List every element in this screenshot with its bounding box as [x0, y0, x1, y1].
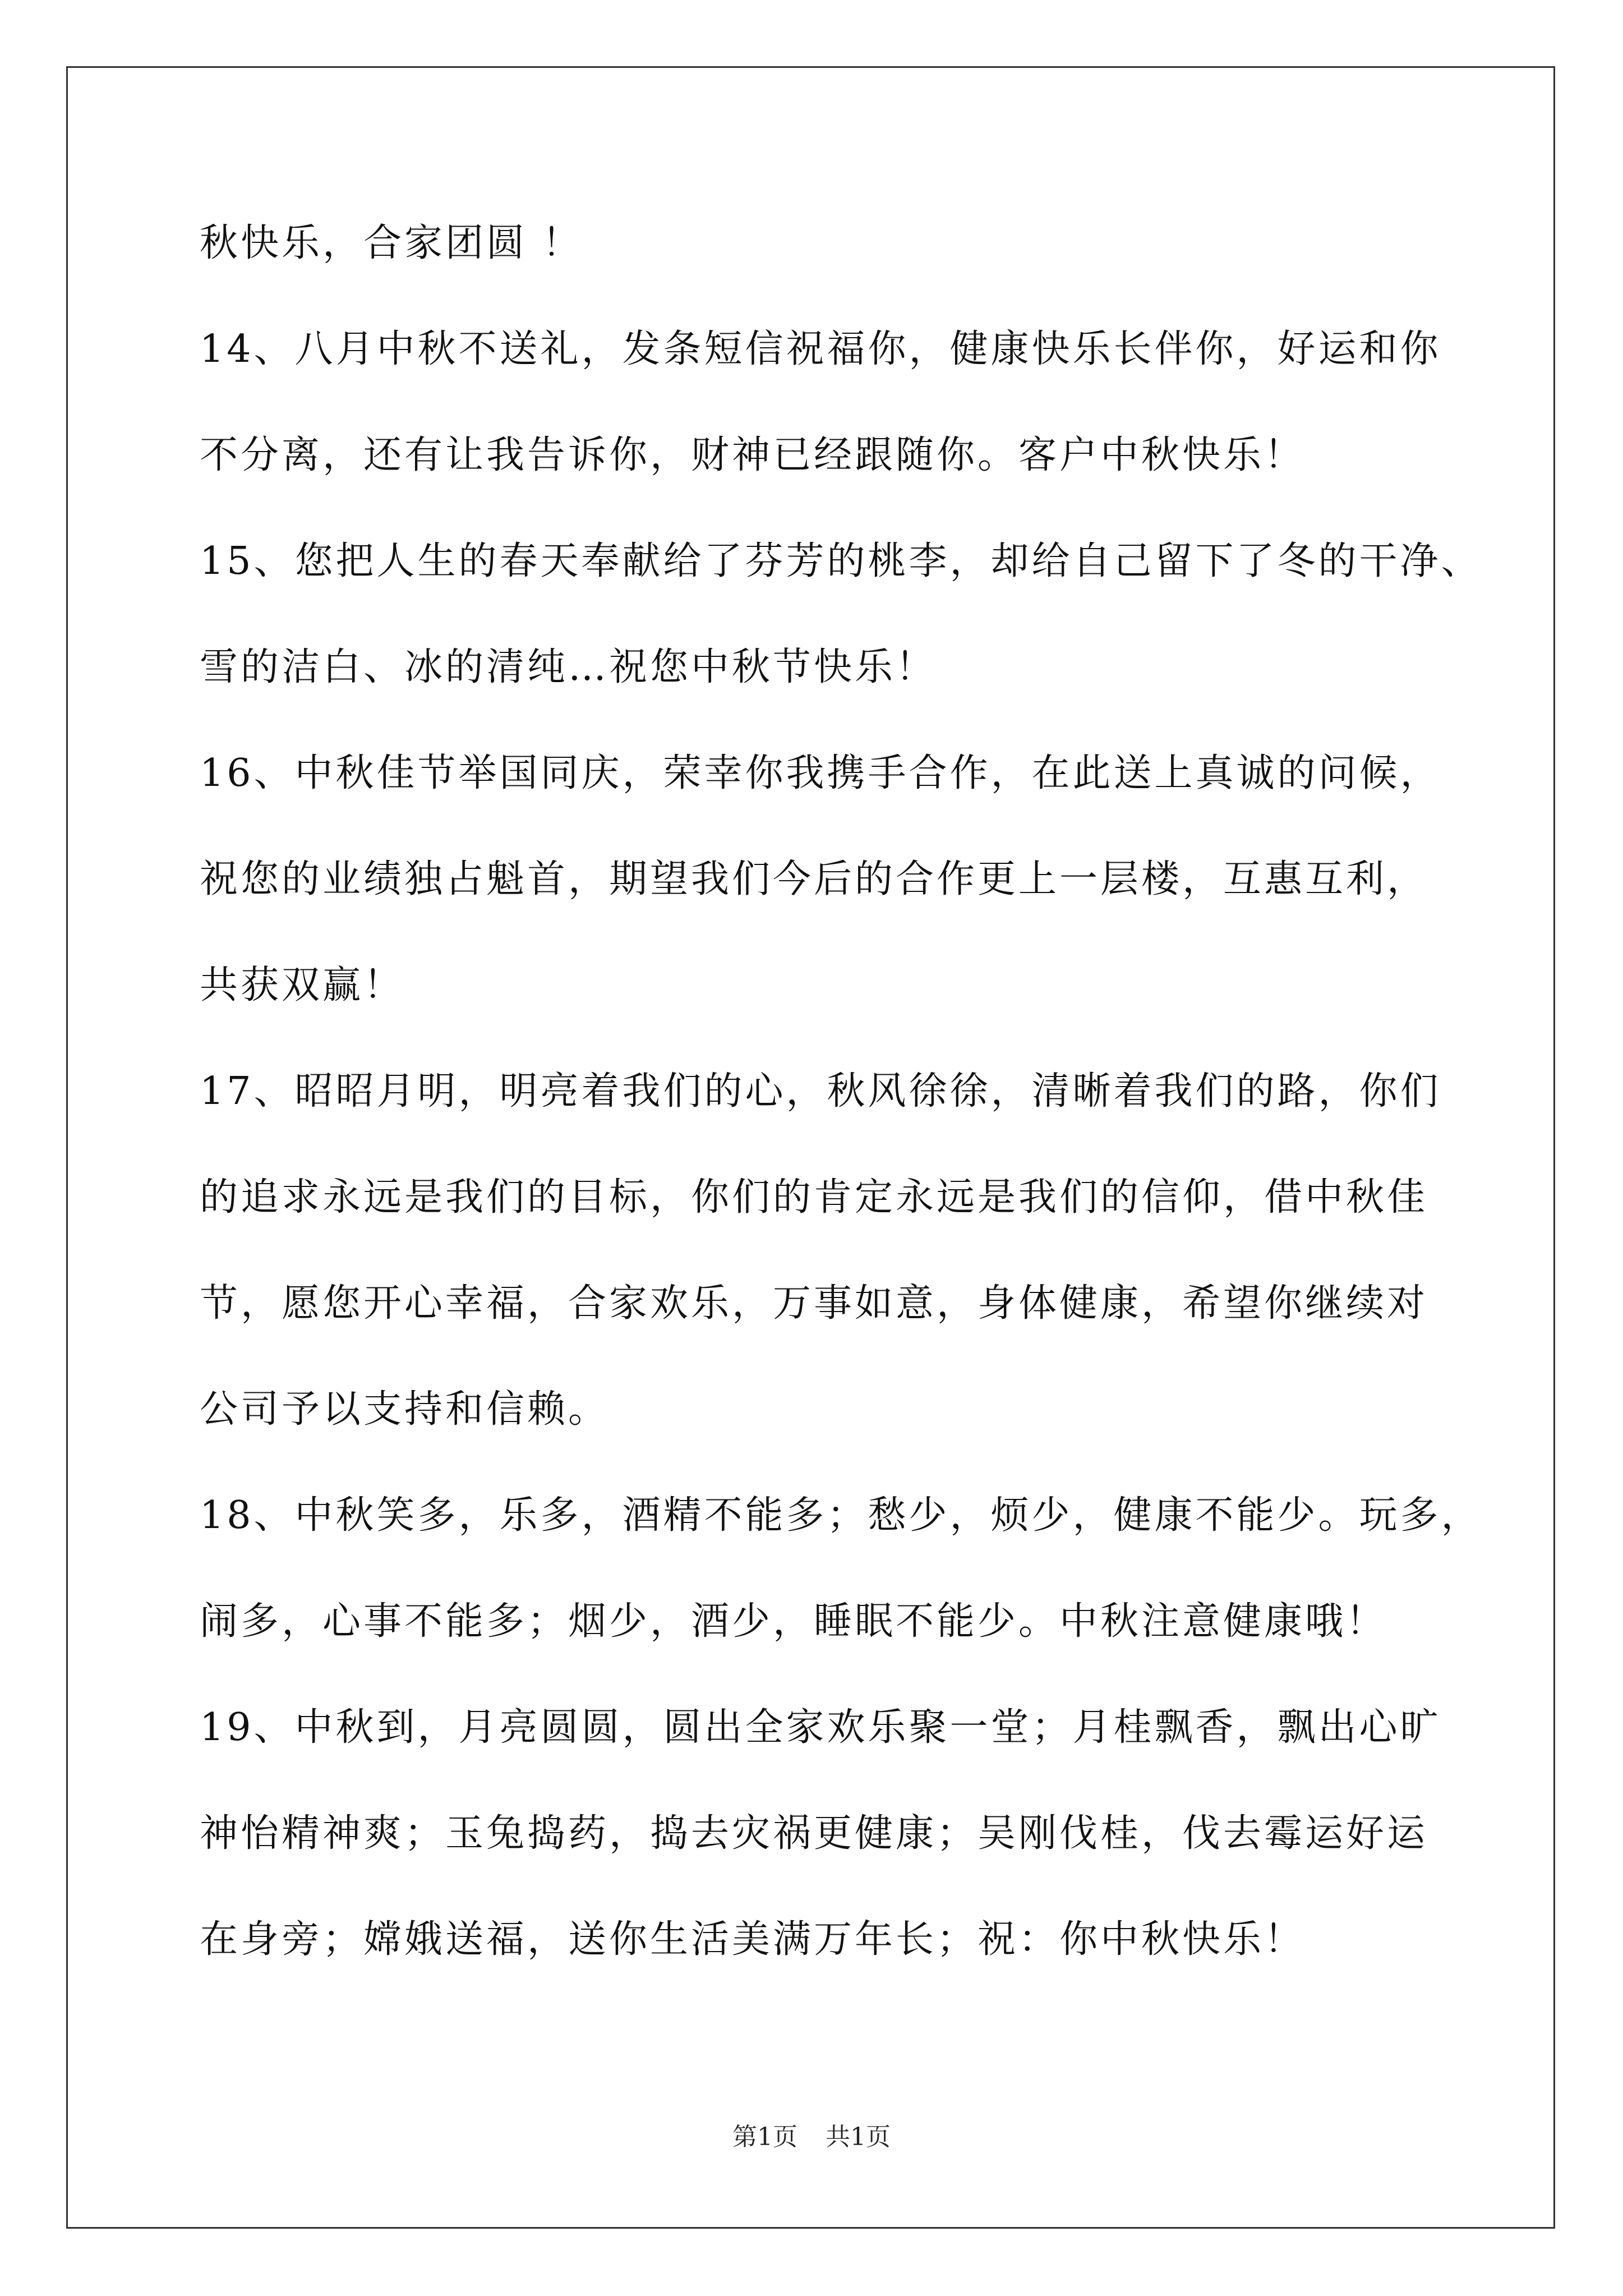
- text-line: 闹多，心事不能多；烟少，酒少，睡眠不能少。中秋注意健康哦！: [200, 1599, 1387, 1644]
- page-total: 共1页: [826, 2123, 891, 2151]
- text-line: 不分离，还有让我告诉你，财神已经跟随你。客户中秋快乐！: [200, 433, 1306, 477]
- document-body: [200, 221, 1490, 2027]
- text-line: 的追求永远是我们的目标，你们的肯定永远是我们的信仰，借中秋佳: [200, 1175, 1428, 1220]
- text-line: 19、中秋到，月亮圆圆，圆出全家欢乐聚一堂；月桂飘香，飘出心旷: [200, 1705, 1441, 1750]
- text-line: 15、您把人生的春天奉献给了芬芳的桃李，却给自己留下了冬的干净、: [200, 539, 1482, 583]
- text-line: 16、中秋佳节举国同庆，荣幸你我携手合作，在此送上真诚的问候，: [200, 751, 1441, 795]
- text-line: 共获双赢！: [200, 963, 405, 1007]
- text-line: 神怡精神爽；玉兔捣药，捣去灾祸更健康；吴刚伐桂，伐去霉运好运: [200, 1811, 1428, 1856]
- text-line: 在身旁；嫦娥送福，送你生活美满万年长；祝：你中秋快乐！: [200, 1917, 1306, 1962]
- text-line: 14、八月中秋不送礼，发条短信祝福你，健康快乐长伴你，好运和你: [200, 327, 1441, 371]
- page-number: 第1页: [732, 2123, 797, 2151]
- page-footer: [0, 2125, 1623, 2150]
- text-line: 秋快乐，合家团圆 ！: [200, 221, 583, 265]
- text-line: 祝您的业绩独占魁首，期望我们今后的合作更上一层楼，互惠互利，: [200, 857, 1428, 901]
- text-line: 公司予以支持和信赖。: [200, 1387, 610, 1432]
- text-line: 节，愿您开心幸福，合家欢乐，万事如意，身体健康，希望你继续对: [200, 1281, 1428, 1326]
- text-line: 17、昭昭月明，明亮着我们的心，秋风徐徐，清晰着我们的路，你们: [200, 1069, 1441, 1114]
- text-line: 18、中秋笑多，乐多，酒精不能多；愁少，烦少，健康不能少。玩多，: [200, 1493, 1482, 1538]
- text-line: 雪的洁白、冰的清纯…祝您中秋节快乐！: [200, 645, 937, 689]
